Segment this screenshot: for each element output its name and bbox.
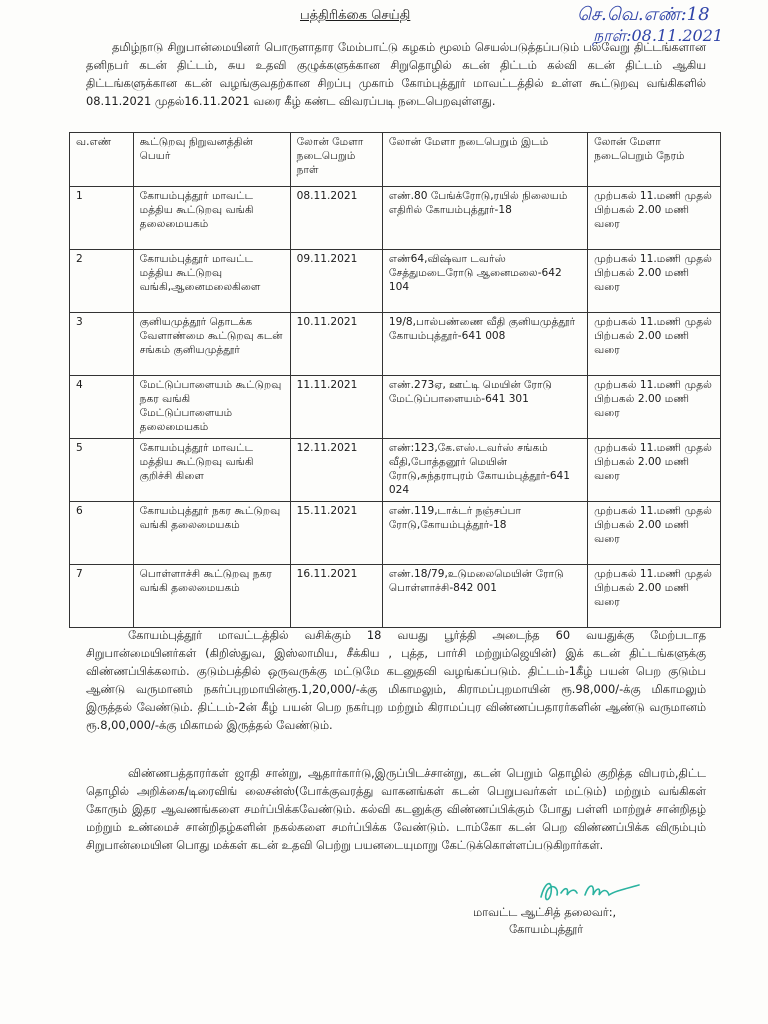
handwritten-date: நாள்:08.11.2021 <box>593 26 724 45</box>
header-mela-place: லோன் மேளா நடைபெறும் இடம் <box>382 133 587 187</box>
table-row <box>70 502 721 565</box>
table-row <box>70 250 721 313</box>
time-cell: முற்பகல் 11.மணி முதல் பிற்பகல் 2.00 மணி வரை <box>588 250 721 313</box>
place-cell: எண்.80 பேங்க்ரோடு,ரயில் நிலையம் எதிரில் கோயம்புத்தூர்-18 <box>382 187 587 250</box>
time-cell: முற்பகல் 11.மணி முதல் பிற்பகல் 2.00 மணி வரை <box>588 439 721 502</box>
date-cell: 08.11.2021 <box>290 187 382 250</box>
institution-name-cell: மேட்டுப்பாளையம் கூட்டுறவு நகர வங்கி மேட்டுப்பாளையம் தலைமையகம் <box>133 376 290 439</box>
collector-signature <box>535 873 647 907</box>
date-cell: 09.11.2021 <box>290 250 382 313</box>
serial-no-cell: 4 <box>70 376 134 439</box>
date-cell: 15.11.2021 <box>290 502 382 565</box>
serial-no-cell: 5 <box>70 439 134 502</box>
institution-name-cell: கோயம்புத்தூர் மாவட்ட மத்திய கூட்டுறவு வங்கி,ஆனைமலைகிளை <box>133 250 290 313</box>
serial-no-cell: 7 <box>70 565 134 628</box>
place-cell: எண்.18/79,உடுமலைமெயின் ரோடு பொள்ளாச்சி-842 001 <box>382 565 587 628</box>
institution-name-cell: கோயம்புத்தூர் மாவட்ட மத்திய கூட்டுறவு வங்கி குறிச்சி கிளை <box>133 439 290 502</box>
serial-no-cell: 6 <box>70 502 134 565</box>
date-cell: 11.11.2021 <box>290 376 382 439</box>
time-cell: முற்பகல் 11.மணி முதல் பிற்பகல் 2.00 மணி வரை <box>588 313 721 376</box>
time-cell: முற்பகல் 11.மணி முதல் பிற்பகல் 2.00 மணி வரை <box>588 565 721 628</box>
header-mela-date: லோன் மேளா நடைபெறும் நாள் <box>290 133 382 187</box>
table-row <box>70 313 721 376</box>
serial-no-cell: 3 <box>70 313 134 376</box>
header-institution-name: கூட்டுறவு நிறுவனத்தின் பெயர் <box>133 133 290 187</box>
table-row <box>70 565 721 628</box>
place-cell: எண்64,விஷ்வா டவர்ஸ் சேத்துமடைரோடு ஆனைமலை-642 104 <box>382 250 587 313</box>
date-cell: 12.11.2021 <box>290 439 382 502</box>
time-cell: முற்பகல் 11.மணி முதல் பிற்பகல் 2.00 மணி வரை <box>588 376 721 439</box>
table-row <box>70 187 721 250</box>
time-cell: முற்பகல் 11.மணி முதல் பிற்பகல் 2.00 மணி வரை <box>588 502 721 565</box>
signatory-title: மாவட்ட ஆட்சித் தலைவர்:, <box>473 905 617 919</box>
document-title: பத்திரிக்கை செய்தி <box>300 8 411 23</box>
table-row <box>70 376 721 439</box>
header-serial-no: வ.எண் <box>70 133 134 187</box>
table-header-row <box>70 133 721 187</box>
institution-name-cell: குனியமுத்தூர் தொடக்க வேளாண்மை கூட்டுறவு கடன் சங்கம் குனியமுத்தூர் <box>133 313 290 376</box>
table-row <box>70 439 721 502</box>
date-cell: 10.11.2021 <box>290 313 382 376</box>
date-cell: 16.11.2021 <box>290 565 382 628</box>
place-cell: எண்.273ஏ, ஊட்டி மெயின் ரோடு மேட்டுப்பாளையம்-641 301 <box>382 376 587 439</box>
time-cell: முற்பகல் 11.மணி முதல் பிற்பகல் 2.00 மணி வரை <box>588 187 721 250</box>
eligibility-paragraph: கோயம்புத்தூர் மாவட்டத்தில் வசிக்கும் 18 வயது பூர்த்தி அடைந்த 60 வயதுக்கு மேற்படாத சிறுபான்மையினர்கள் (கிறிஸ்துவ, இஸ்லாமிய, சீக்கிய , புத்த, பார்சி மற்றும்ஜெயின்) இக் கடன் திட்டங்களுக்கு விண்ணப்பிக்கலாம். குடும்பத்தில் ஒருவருக்கு மட்டுமே கடனுதவி வழங்கப்படும். திட்டம்-1கீழ் பயன் பெற குடும்ப ஆண்டு வருமானம் நகர்ப்புறமாயின்ரூ.1,20,000/-க்கு மிகாமலும், கிராமப்புறமாயின் ரூ.98,000/-க்கு மிகாமலும் இருத்தல் வேண்டும். திட்டம்-2ன் கீழ் பயன் பெற நகர்புற மற்றும் கிராமப்புர விண்ணப்பதாரர்களின் ஆண்டு வருமானம் ரூ.8,00,000/-க்கு மிகாமல் இருத்தல் வேண்டும். <box>86 628 706 732</box>
place-cell: எண்:123,கே.எஸ்.டவர்ஸ் சங்கம் வீதி,போத்தனூர் மெயின் ரோடு,சுந்தராபுரம் கோயம்புத்தூர்-641 024 <box>382 439 587 502</box>
place-cell: எண்.119,டாக்டர் நஞ்சப்பா ரோடு,கோயம்புத்தூர்-18 <box>382 502 587 565</box>
header-mela-time: லோன் மேளா நடைபெறும் நேரம் <box>588 133 721 187</box>
institution-name-cell: கோயம்புத்தூர் நகர கூட்டுறவு வங்கி தலைமையகம் <box>133 502 290 565</box>
serial-no-cell: 1 <box>70 187 134 250</box>
intro-paragraph: தமிழ்நாடு சிறுபான்மையினர் பொருளாதார மேம்பாட்டு கழகம் மூலம் செயல்படுத்தப்படும் பல்வேறு திட்டங்களான தனிநபர் கடன் திட்டம், சுய உதவி குழுக்களுக்கான சிறுதொழில் கடன் திட்டம் கல்வி கடன் திட்டம் ஆகிய திட்டங்களுக்கான கடன் வழங்குவதற்கான சிறப்பு முகாம் கோம்புத்தூர் மாவட்டத்தில் உள்ள கூட்டுறவு வங்கிகளில் 08.11.2021 முதல்16.11.2021 வரை கீழ் கண்ட விவரப்படி நடைபெறவுள்ளது. <box>86 40 706 108</box>
place-cell: 19/8,பால்பண்ணை வீதி குனியமுத்தூர் கோயம்புத்தூர்-641 008 <box>382 313 587 376</box>
serial-no-cell: 2 <box>70 250 134 313</box>
documents-paragraph: விண்ணபத்தாரர்கள் ஜாதி சான்று, ஆதார்கார்டு,இருப்பிடச்சான்று, கடன் பெறும் தொழில் குறித்த விபரம்,திட்ட தொழில் அறிக்கை/டிரைவிங் லைசன்ஸ்(போக்குவரத்து வாகனங்கள் கடன் பெறுபவர்கள் மட்டும்) மற்றும் வங்கிகள் கோரும் இதர ஆவணங்களை சமர்ப்பிக்கவேண்டும். கல்வி கடனுக்கு விண்ணப்பிக்கும் போது பள்ளி மாற்றுச் சான்றிதழ் மற்றும் உண்மைச் சான்றிதழ்களின் நகல்களை சமர்ப்பிக்க வேண்டும். டாம்கோ கடன் பெற விண்ணப்பிக்க விரும்பும் சிறுபான்மையின பொது மக்கள் கடன் உதவி பெற்று பயனடையுமாறு கேட்டுக்கொள்ளப்படுகிறார்கள். <box>86 766 706 852</box>
loan-mela-schedule-table <box>69 132 721 628</box>
handwritten-reference-number: செ.வெ.எண்:18 <box>577 4 710 25</box>
signatory-place: கோயம்புத்தூர் <box>509 922 584 936</box>
institution-name-cell: பொள்ளாச்சி கூட்டுறவு நகர வங்கி தலைமையகம் <box>133 565 290 628</box>
institution-name-cell: கோயம்புத்தூர் மாவட்ட மத்திய கூட்டுறவு வங்கி தலைமையகம் <box>133 187 290 250</box>
